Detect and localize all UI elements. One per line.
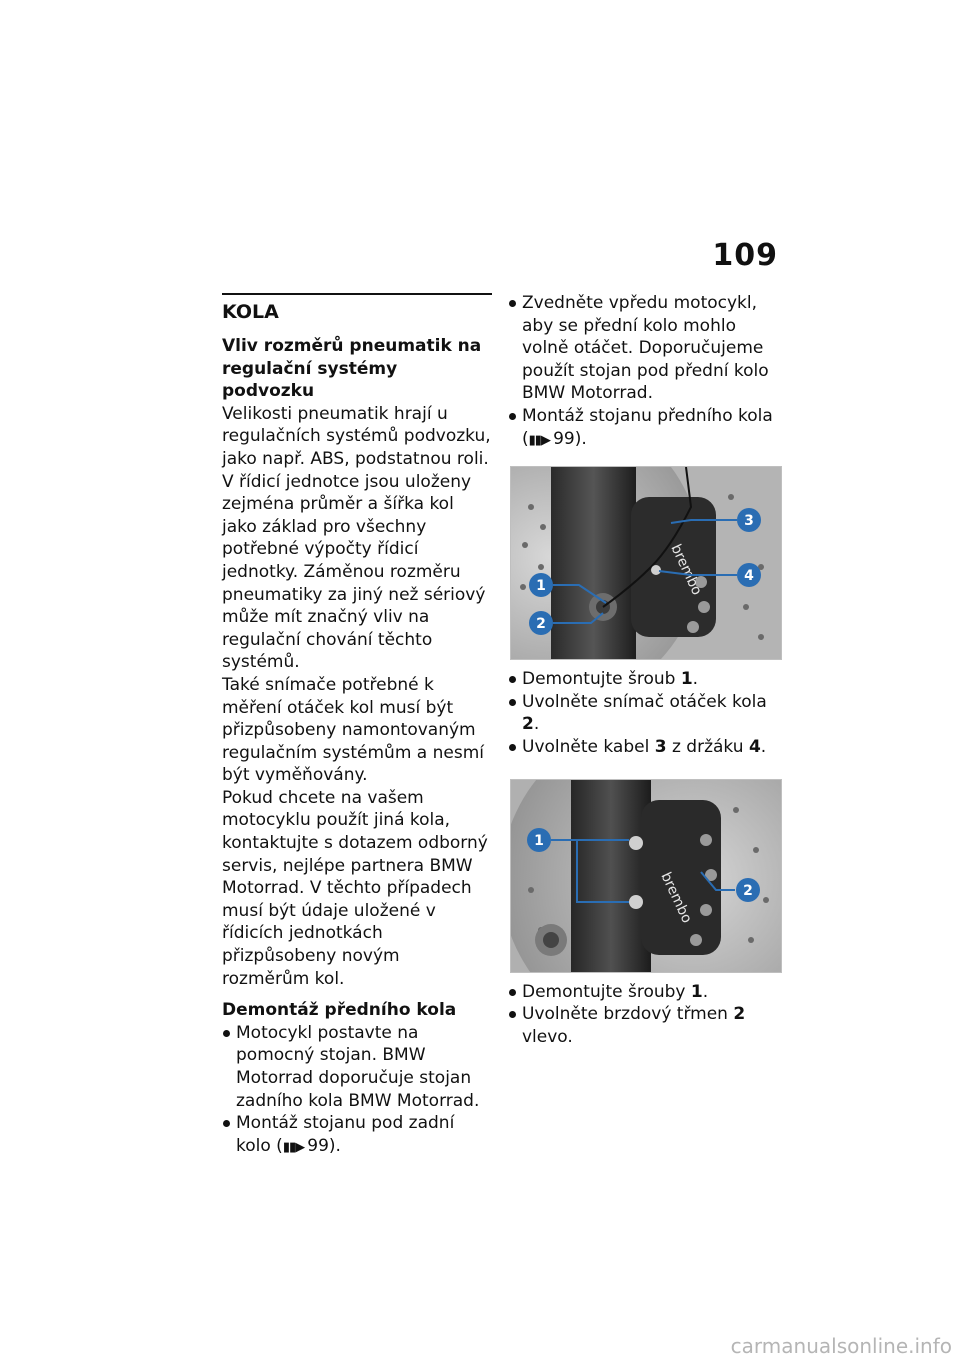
callout-2 xyxy=(736,878,760,902)
callout-1 xyxy=(529,573,553,597)
caliper-brand-label: brembo xyxy=(667,542,705,598)
reference-arrow-icon: ▮▮▶ xyxy=(528,432,554,448)
front-wheel-removal-steps xyxy=(222,1022,492,1160)
intro-paragraph-2: Také snímače potřebné k měření otáček kol musí být přizpůsobeny namontovaným regulačním systémům a nesmí být vyměňovány. xyxy=(222,674,484,786)
figure-speed-sensor xyxy=(510,466,782,660)
watermark: carmanualsonline.info xyxy=(730,1334,952,1358)
fork-leg xyxy=(571,780,651,972)
callout-1 xyxy=(527,828,551,852)
svg-text:3: 3 xyxy=(744,513,754,530)
list-item: Uvolněte brzdový třmen 2 vlevo. xyxy=(508,1003,784,1048)
intro-paragraph-1: Velikosti pneumatik hrají u regulačních systémů podvozku, jako např. ABS, podstatnou roli. V řídicí jednotce jsou uloženy zejména průměr a šířka kol jako základ pro všechny potřebné výpočty řídicí jednotky. Záměnou rozměru pneumatiky za jiný než sériový může mít značný vliv na regulační chování těchto systémů. xyxy=(222,403,491,673)
callout-3 xyxy=(737,508,761,532)
figure-brake-caliper xyxy=(510,779,782,973)
intro-paragraph-3: Pokud chcete na vašem motocyklu použít jiná kola, kontaktujte s dotazem odborný servis, nejlépe partnera BMW Motorrad. V těchto případech musí být údaje uložené v řídicích jednotkách přizpůsobeny novým rozměrům kol. xyxy=(222,787,488,989)
list-item: Uvolněte kabel 3 z držáku 4. xyxy=(508,736,784,759)
brake-caliper xyxy=(631,497,716,637)
page-number: 109 xyxy=(712,238,778,273)
caliper-removal-steps xyxy=(508,981,784,1049)
caliper-brand-label: brembo xyxy=(657,869,695,926)
left-column xyxy=(222,293,492,1159)
list-item: Montáž stojanu pod zadní kolo (▮▮▶ 99). xyxy=(222,1112,492,1159)
front-wheel-removal-heading: Demontáž předního kola xyxy=(222,1000,457,1021)
reference-arrow-icon: ▮▮▶ xyxy=(282,1139,308,1155)
svg-text:2: 2 xyxy=(536,616,546,633)
speed-sensor-illustration xyxy=(511,467,781,659)
brake-caliper-illustration xyxy=(511,780,781,972)
right-column xyxy=(508,292,784,1048)
front-lift-steps xyxy=(508,292,784,452)
list-item: Zvedněte vpředu motocykl, aby se přední kolo mohlo volně otáčet. Doporučujeme použít stojan pod přední kolo BMW Motorrad. xyxy=(508,292,784,405)
list-item: Demontujte šroub 1. xyxy=(508,668,784,691)
intro-heading-line2: regulační systémy podvozku xyxy=(222,358,398,402)
caliper-bolt xyxy=(629,895,643,909)
svg-text:2: 2 xyxy=(743,882,753,899)
fork-leg xyxy=(551,467,636,659)
section-rule xyxy=(222,293,492,295)
callout-4 xyxy=(737,563,761,587)
intro-heading-line1: Vliv rozměrů pneumatik na xyxy=(222,336,482,356)
callout-2 xyxy=(529,611,553,635)
svg-text:1: 1 xyxy=(536,578,546,595)
list-item: Demontujte šrouby 1. xyxy=(508,981,784,1004)
svg-text:1: 1 xyxy=(534,832,544,849)
section-title: KOLA xyxy=(222,301,279,323)
list-item: Montáž stojanu předního kola (▮▮▶ 99). xyxy=(508,405,784,452)
svg-text:4: 4 xyxy=(744,568,754,585)
list-item: Motocykl postavte na pomocný stojan. BMW Motorrad doporučuje stojan zadního kola BMW Motorrad. xyxy=(222,1022,492,1112)
caliper-bolt xyxy=(629,836,643,850)
sensor-removal-steps xyxy=(508,668,784,758)
list-item: Uvolněte snímač otáček kola 2. xyxy=(508,691,784,736)
